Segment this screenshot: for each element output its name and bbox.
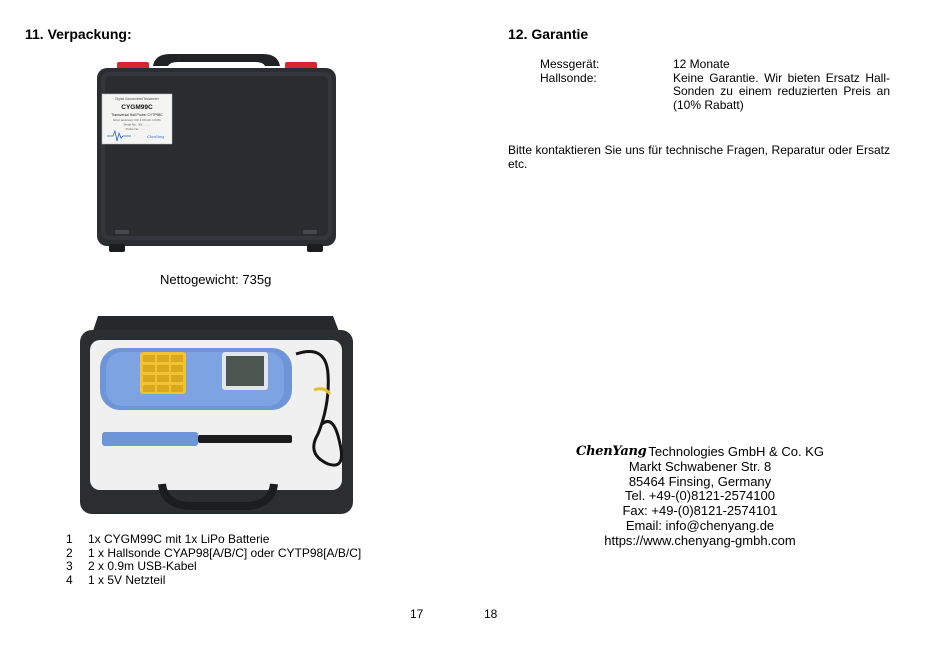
- fax: Fax: +49-(0)8121-2574101: [622, 503, 778, 519]
- company-address: [560, 444, 840, 549]
- list-item-number: 4: [66, 572, 73, 587]
- case-label-line1: Digital Gaussmeter/Teslameter: [115, 97, 159, 101]
- closed-case-photo: [95, 52, 338, 254]
- list-item-number: 1: [66, 532, 73, 546]
- list-item-text: 1x CYGM99C mit 1x LiPo Batterie: [88, 532, 270, 546]
- warranty-row: [540, 72, 890, 113]
- section-heading-packaging: 11. Verpackung:: [25, 26, 132, 42]
- company-name: [576, 445, 824, 460]
- list-item: [66, 533, 361, 547]
- list-item: [66, 560, 361, 574]
- warranty-item: Hallsonde:: [540, 70, 597, 85]
- list-item-text: 1 x 5V Netzteil: [88, 572, 166, 587]
- warranty-item: Messgerät:: [540, 57, 600, 71]
- open-case-photo: [78, 314, 355, 516]
- case-label-line6: Probe No.: .........: [125, 127, 149, 131]
- warranty-term: 12 Monate: [673, 57, 730, 71]
- contact-note: Bitte kontaktieren Sie uns für technische Fragen, Reparatur oder Ersatz etc.: [508, 143, 890, 171]
- warranty-row: [540, 58, 890, 72]
- page-number-left: 17: [410, 607, 424, 621]
- list-item-number: 3: [66, 559, 73, 574]
- phone: Tel. +49-(0)8121-2574100: [625, 488, 775, 504]
- case-label-line5: Serial No.: SN..........: [123, 122, 151, 127]
- list-item-number: 2: [66, 545, 73, 560]
- company-name-suffix: Technologies GmbH & Co. KG: [648, 444, 824, 459]
- section-heading-warranty: 12. Garantie: [508, 26, 589, 42]
- website[interactable]: https://www.chenyang-gmbh.com: [604, 532, 796, 548]
- case-label-model: CYGM99C: [121, 104, 153, 111]
- case-label-probe: Transversal Hall Probe: CYTP98C: [111, 113, 163, 117]
- street: Markt Schwabener Str. 8: [628, 458, 772, 474]
- warranty-table: [540, 58, 890, 112]
- contents-list: [66, 533, 361, 587]
- list-item-text: 2 x 0.9m USB-Kabel: [88, 559, 197, 574]
- list-item: [66, 574, 361, 588]
- page-number-right: 18: [484, 607, 498, 621]
- list-item: [66, 547, 361, 561]
- list-item-text: 1 x Hallsonde CYAP98[A/B/C] oder CYTP98[A/B/C]: [88, 545, 362, 560]
- case-label-brand: ChenYang: [147, 135, 165, 139]
- chenyang-logo: ChenYang: [576, 444, 647, 459]
- net-weight: Nettogewicht: 735g: [160, 272, 272, 287]
- email[interactable]: Email: info@chenyang.de: [625, 517, 775, 533]
- warranty-term: Keine Garantie. Wir bieten Ersatz Hall-Sonden zu einem reduzierten Preis an (10% Rabatt): [673, 70, 890, 112]
- city: 85464 Finsing, Germany: [628, 473, 772, 489]
- device-screen: [226, 356, 264, 386]
- case-label-line4: Error accuracy: DC 1.0% AC ±3.0%: [113, 118, 161, 122]
- hall-probe: [102, 432, 198, 446]
